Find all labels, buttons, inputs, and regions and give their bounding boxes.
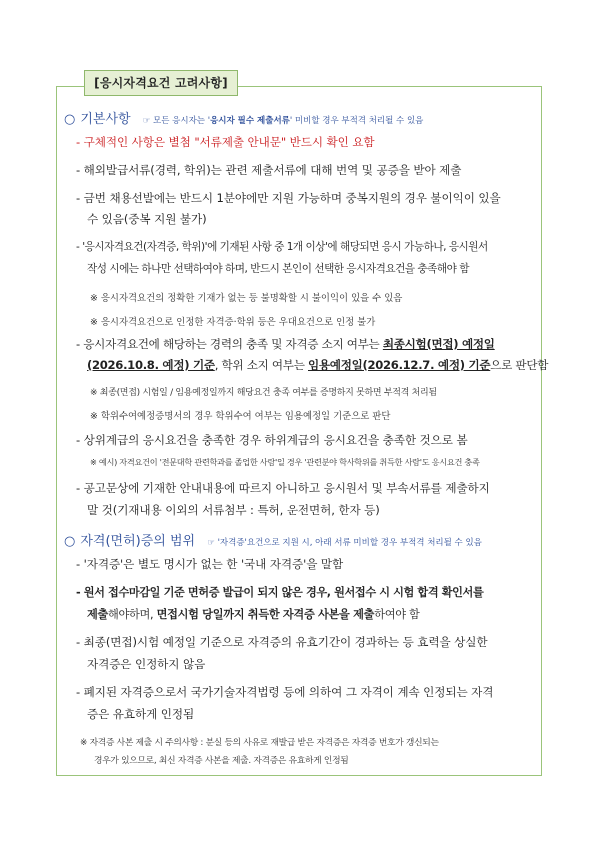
list-item: - 해외발급서류(경력, 학위)는 관련 제출서류에 대해 번역 및 공증을 받아 제출: [76, 163, 462, 177]
note-item-cont: 경우가 있으므로, 최신 자격증 사본을 제출. 자격증은 유효하게 인정됨: [94, 756, 349, 766]
note-item: ※ 응시자격요건으로 인정한 자격증·학위 등은 우대요건으로 인정 불가: [90, 317, 376, 328]
list-item-cont: 수 있음(중복 지원 불가): [87, 212, 207, 226]
list-item-cont: (2026.10.8. 예정) 기준, 학위 소지 여부는 임용예정일(2026.12.7. 예정) 기준으로 판단함: [87, 358, 549, 372]
note-item: ※ 최종(면접) 시험일 / 임용예정일까지 해당요건 충족 여부를 증명하지 못하면 부적격 처리됨: [90, 388, 437, 398]
note-item: ※ 자격증 사본 제출 시 주의사항 : 분실 등의 사유로 재발급 받은 자격증은 자격증 번호가 갱신되는: [80, 738, 439, 748]
list-item: - 응시자격요건에 해당하는 경력의 충족 및 자격증 소지 여부는 최종시험(면접) 예정일: [76, 337, 495, 351]
section-note: ☞ '자격증'요건으로 지원 시, 아래 서류 미비할 경우 부적격 처리될 수 있음: [207, 538, 482, 548]
list-item-cont: 작성 시에는 하나만 선택하여야 하며, 반드시 본인이 선택한 응시자격요건을 충족해야 함: [87, 263, 469, 275]
section-heading-basic: ○ 기본사항 ☞ 모든 응시자는 '응시자 필수 제출서류' 미비할 경우 부적격 처리될 수 있음: [64, 112, 424, 127]
circle-bullet-icon: ○: [64, 534, 76, 549]
pointing-hand-icon: ☞: [142, 116, 151, 126]
list-item: - '응시자격요건(자격증, 학위)'에 기재된 사항 중 1개 이상'에 해당되면 응시 가능하나, 응시원서: [76, 241, 488, 253]
list-item: - 구체적인 사항은 별첨 "서류제출 안내문" 반드시 확인 요함: [76, 135, 375, 149]
pointing-hand-icon: ☞: [207, 538, 215, 548]
list-item: - 공고문상에 기재한 안내내용에 따르지 아니하고 응시원서 및 부속서류를 제출하지: [76, 481, 490, 495]
list-item: - 최종(면접)시험 예정일 기준으로 자격증의 유효기간이 경과하는 등 효력을 상실한: [76, 635, 488, 649]
section-heading-license: ○ 자격(면허)증의 범위 ☞ '자격증'요건으로 지원 시, 아래 서류 미비할 경우 부적격 처리될 수 있음: [64, 534, 482, 549]
list-item: - 금번 채용선발에는 반드시 1분야에만 지원 가능하며 중복지원의 경우 불이익이 있을: [76, 191, 501, 205]
list-item-cont: 증은 유효하게 인정됨: [87, 707, 195, 721]
list-item-cont: 말 것(기재내용 이외의 서류첨부 : 특허, 운전면허, 한자 등): [87, 503, 380, 517]
list-item: - 상위계급의 응시요건을 충족한 경우 하위계급의 응시요건을 충족한 것으로 봄: [76, 433, 468, 447]
note-item: ※ 예시) 자격요건이 '전문대학 관련학과를 졸업한 사람'일 경우 '관련분야 학사학위를 취득한 사람'도 응시요건 충족: [90, 457, 480, 467]
section-title: [응시자격요건 고려사항]: [84, 70, 238, 96]
circle-bullet-icon: ○: [64, 112, 76, 127]
note-item: ※ 학위수여예정증명서의 경우 학위수여 여부는 임용예정일 기준으로 판단: [90, 411, 391, 422]
list-item-cont: 제출해야하며, 면접시험 당일까지 취득한 자격증 사본을 제출하여야 함: [87, 608, 420, 621]
list-item: - 폐지된 자격증으로서 국가기술자격법령 등에 의하여 그 자격이 계속 인정되는 자격: [76, 685, 494, 699]
section-note: ☞ 모든 응시자는 '응시자 필수 제출서류' 미비할 경우 부적격 처리될 수 있음: [142, 116, 424, 126]
list-item: - 원서 접수마감일 기준 면허증 발급이 되지 않은 경우, 원서접수 시 시험 합격 확인서를: [76, 586, 484, 599]
list-item: - '자격증'은 별도 명시가 없는 한 '국내 자격증'을 말함: [76, 557, 344, 571]
list-item-cont: 자격증은 인정하지 않음: [87, 657, 206, 671]
note-item: ※ 응시자격요건의 정확한 기재가 없는 등 불명확할 시 불이익이 있을 수 있음: [90, 293, 403, 304]
